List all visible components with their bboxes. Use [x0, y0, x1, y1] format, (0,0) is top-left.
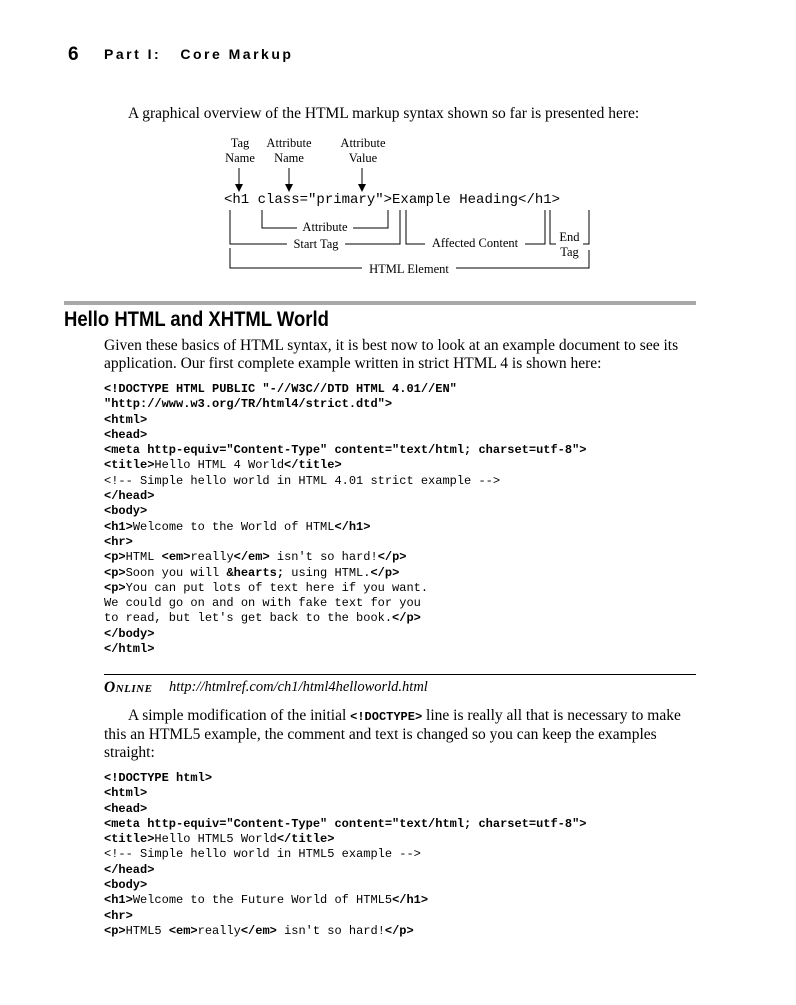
code-line: <hr>	[104, 908, 133, 923]
part-title: Part I: Core Markup	[104, 46, 294, 62]
code-line: <!DOCTYPE HTML PUBLIC "-//W3C//DTD HTML 4.01//EN"	[104, 382, 457, 396]
label-end-tag: End Tag	[559, 230, 580, 259]
diagram-code: <h1 class="primary">Example Heading</h1>	[224, 192, 561, 208]
code-line: <title>Hello HTML 4 World</title>	[104, 458, 342, 473]
online-divider	[104, 674, 696, 675]
code-line: <body>	[104, 504, 148, 519]
label-html-element: HTML Element	[369, 262, 449, 276]
online-url-link[interactable]: http://htmlref.com/ch1/html4helloworld.html	[169, 679, 428, 695]
code-line: <head>	[104, 427, 148, 442]
code-line: </head>	[104, 862, 155, 877]
section-divider	[64, 301, 696, 305]
code-line: <body>	[104, 878, 148, 893]
code-line: <!-- Simple hello world in HTML 4.01 strict example -->	[104, 473, 501, 488]
code-line: <head>	[104, 801, 148, 816]
page-number: 6	[68, 44, 80, 65]
code-line: <p>HTML5 <em>really</em> isn't so hard!</p>	[104, 923, 414, 938]
code-line: <p>Soon you will &hearts; using HTML.</p>	[104, 565, 400, 580]
label-start-tag: Start Tag	[293, 237, 339, 251]
code-line: <html>	[104, 786, 148, 801]
html5-paragraph: A simple modification of the initial <!DOCTYPE> line is really all that is necessary to make this an HTML5 example, the comment and text is changed so you can keep the examples straight:	[104, 707, 681, 761]
online-label: Online	[104, 679, 153, 696]
label-attribute-value: Attribute Value	[340, 136, 386, 165]
code-line: We could go on and on with fake text for you	[104, 596, 421, 611]
code-line: <!-- Simple hello world in HTML5 example -->	[104, 847, 421, 862]
section-paragraph: Given these basics of HTML syntax, it is best now to look at an example document to see its application. Our first complete example written in strict HTML 4 is shown here:	[104, 337, 679, 372]
diagram-lines	[0, 0, 796, 300]
code-line: </body>	[104, 626, 155, 641]
section-heading: Hello HTML and XHTML World	[64, 308, 329, 331]
label-attribute: Attribute	[302, 220, 348, 234]
code-line: <h1>Welcome to the World of HTML</h1>	[104, 519, 371, 534]
code-line: <p>You can put lots of text here if you want.	[104, 580, 429, 595]
code-line: </head>	[104, 489, 155, 504]
code-line: <title>Hello HTML5 World</title>	[104, 832, 335, 847]
code-line: <meta http-equiv="Content-Type" content="text/html; charset=utf-8">	[104, 443, 587, 458]
intro-text: A graphical overview of the HTML markup syntax shown so far is presented here:	[128, 105, 640, 122]
code-line: to read, but let's get back to the book.</p>	[104, 611, 421, 626]
code-line: <hr>	[104, 534, 133, 549]
label-affected-content: Affected Content	[431, 236, 519, 250]
code-line: <meta http-equiv="Content-Type" content="text/html; charset=utf-8">	[104, 816, 587, 831]
code-line: <p>HTML <em>really</em> isn't so hard!</p>	[104, 550, 407, 565]
code-line: "http://www.w3.org/TR/html4/strict.dtd">	[104, 397, 393, 412]
code-line: <h1>Welcome to the Future World of HTML5</h1>	[104, 893, 429, 908]
code-line: </html>	[104, 642, 155, 657]
code-line: <!DOCTYPE html>	[104, 771, 213, 785]
label-tag-name: Tag Name	[225, 136, 255, 165]
label-attribute-name: Attribute Name	[266, 136, 312, 165]
code-listing-html5	[104, 771, 586, 939]
code-listing-html4	[104, 382, 586, 657]
code-line: <html>	[104, 412, 148, 427]
